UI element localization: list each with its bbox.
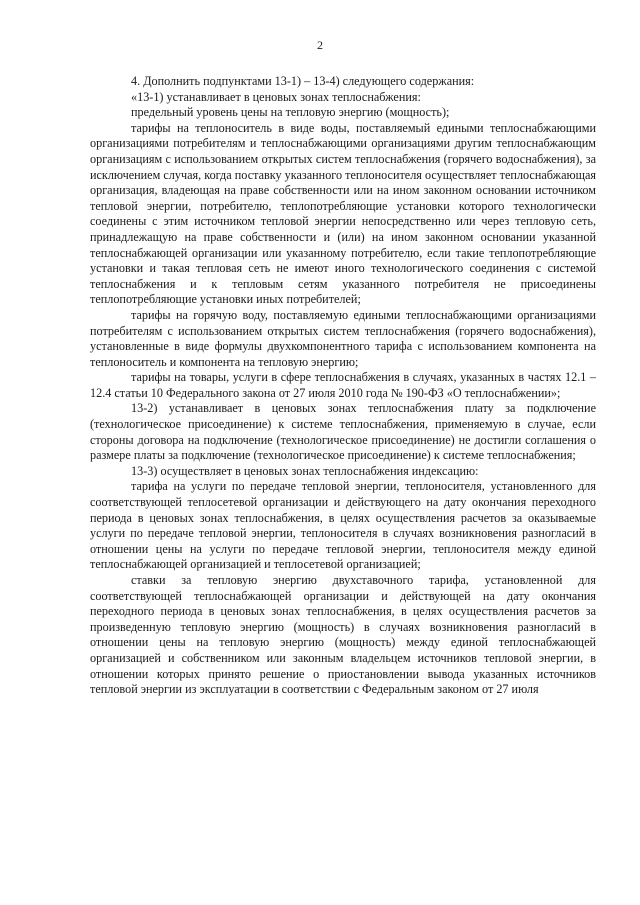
document-body [90, 74, 596, 698]
paragraph-13-2: 13-2) устанавливает в ценовых зонах теплоснабжения плату за подключение (технологическое присоединение) к системе теплоснабжения, применяемую в случае, если стороны договора на подключение (технологическое присоединение) не достигли соглашения о размере платы за подключение (технологическое присоединение) к системе теплоснабжения; [90, 401, 596, 463]
paragraph-transmission-tariff: тарифа на услуги по передаче тепловой энергии, теплоносителя, установленного для соответствующей теплосетевой организации и действующего на дату окончания переходного периода в ценовых зонах теплоснабжения, в целях осуществления расчетов за оказываемые услуги по передаче тепловой энергии, теплоносителя в случаях возникновения разногласий в отношении цены на услуги по передаче тепловой энергии, теплоносителя между единой теплоснабжающей организацией и теплосетевой организацией; [90, 479, 596, 572]
paragraph-two-part-tariff-rate: ставки за тепловую энергию двухставочного тарифа, установленной для соответствующей теплоснабжающей организации и действующей на дату окончания переходного периода в ценовых зонах теплоснабжения, в целях осуществления расчетов за произведенную тепловую энергию (мощность) в случаях возникновения разногласий в отношении цены на тепловую энергию (мощность) между единой теплоснабжающей организацией и собственником или законным владельцем источников тепловой энергии, в отношении которых принято решение о приостановлении вывода указанных источников тепловой энергии из эксплуатации в соответствии с Федеральным законом от 27 июля [90, 573, 596, 697]
paragraph-13-1-intro: «13-1) устанавливает в ценовых зонах теплоснабжения: [131, 89, 421, 104]
paragraph-item-4: 4. Дополнить подпунктами 13-1) – 13-4) следующего содержания: [131, 74, 475, 88]
paragraph-heat-carrier-tariffs: тарифы на теплоноситель в виде воды, поставляемый едиными теплоснабжающими организациями потребителям и теплоснабжающими организациями другим теплоснабжающим организациям с использованием открытых систем теплоснабжения (горячего водоснабжения), за исключением случая, когда поставку указанного теплоносителя осуществляет теплоснабжающая организация, владеющая на праве собственности или на ином законном основании источником тепловой энергии, потребителю, теплопотребляющие установки которого технологически соединены с этим источником тепловой энергии непосредственно или через тепловую сеть, принадлежащую на праве собственности и (или) на ином законном основании указанной теплоснабжающей организации или указанному потребителю, если такие теплопотребляющие установки и такая тепловая сеть не имеют иного технологического соединения с системой теплоснабжения и к тепловым сетям указанного потребителя не присоединены теплопотребляющие установки иных потребителей; [90, 120, 596, 307]
paragraph-hot-water-tariffs: тарифы на горячую воду, поставляемую едиными теплоснабжающими организациями потребителям с использованием открытых систем теплоснабжения (горячего водоснабжения), установленные в виде формулы двухкомпонентного тарифа с использованием компонента на теплоноситель и компонента на тепловую энергию; [90, 307, 596, 369]
page-number: 2 [317, 38, 323, 52]
paragraph-13-3-intro: 13-3) осуществляет в ценовых зонах теплоснабжения индексацию: [131, 463, 479, 478]
paragraph-price-limit: предельный уровень цены на тепловую энергию (мощность); [131, 105, 450, 120]
paragraph-goods-services-tariffs: тарифы на товары, услуги в сфере теплоснабжения в случаях, указанных в частях 12.1 – 12.4 статьи 10 Федерального закона от 27 июля 2010 года № 190-ФЗ «О теплоснабжении»; [90, 370, 596, 400]
